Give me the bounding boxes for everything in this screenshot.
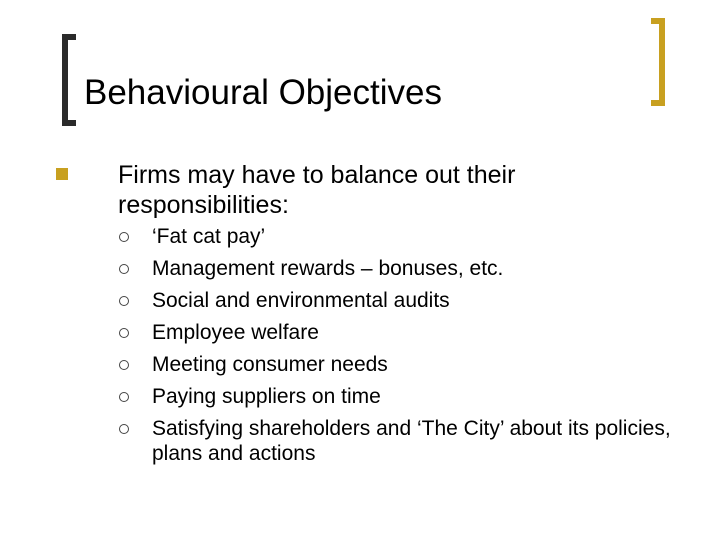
circle-bullet-icon xyxy=(119,424,129,434)
list-item xyxy=(116,256,676,281)
list-item xyxy=(116,384,676,409)
circle-bullet-icon xyxy=(119,296,129,306)
circle-bullet-icon xyxy=(119,360,129,370)
list-item xyxy=(116,416,676,466)
list-item xyxy=(116,288,676,313)
title-right-bracket xyxy=(651,18,665,106)
sub-point-text: Employee welfare xyxy=(152,321,319,344)
title-left-bracket xyxy=(62,34,76,126)
sub-point-text: ‘Fat cat pay’ xyxy=(152,225,266,248)
circle-bullet-icon xyxy=(119,264,129,274)
sub-point-list xyxy=(116,224,676,473)
square-bullet-icon xyxy=(56,168,68,180)
circle-bullet-icon xyxy=(119,232,129,242)
sub-point-text: Meeting consumer needs xyxy=(152,353,388,376)
slide-title: Behavioural Objectives xyxy=(84,73,442,112)
circle-bullet-icon xyxy=(119,392,129,402)
list-item xyxy=(116,320,676,345)
list-item xyxy=(116,224,676,249)
sub-point-text: Social and environmental audits xyxy=(152,289,450,312)
sub-point-text: Satisfying shareholders and ‘The City’ about its policies, plans and actions xyxy=(152,417,671,465)
list-item xyxy=(116,352,676,377)
sub-point-text: Paying suppliers on time xyxy=(152,385,381,408)
circle-bullet-icon xyxy=(119,328,129,338)
main-point: Firms may have to balance out their responsibilities: xyxy=(118,161,516,219)
sub-point-text: Management rewards – bonuses, etc. xyxy=(152,257,504,280)
